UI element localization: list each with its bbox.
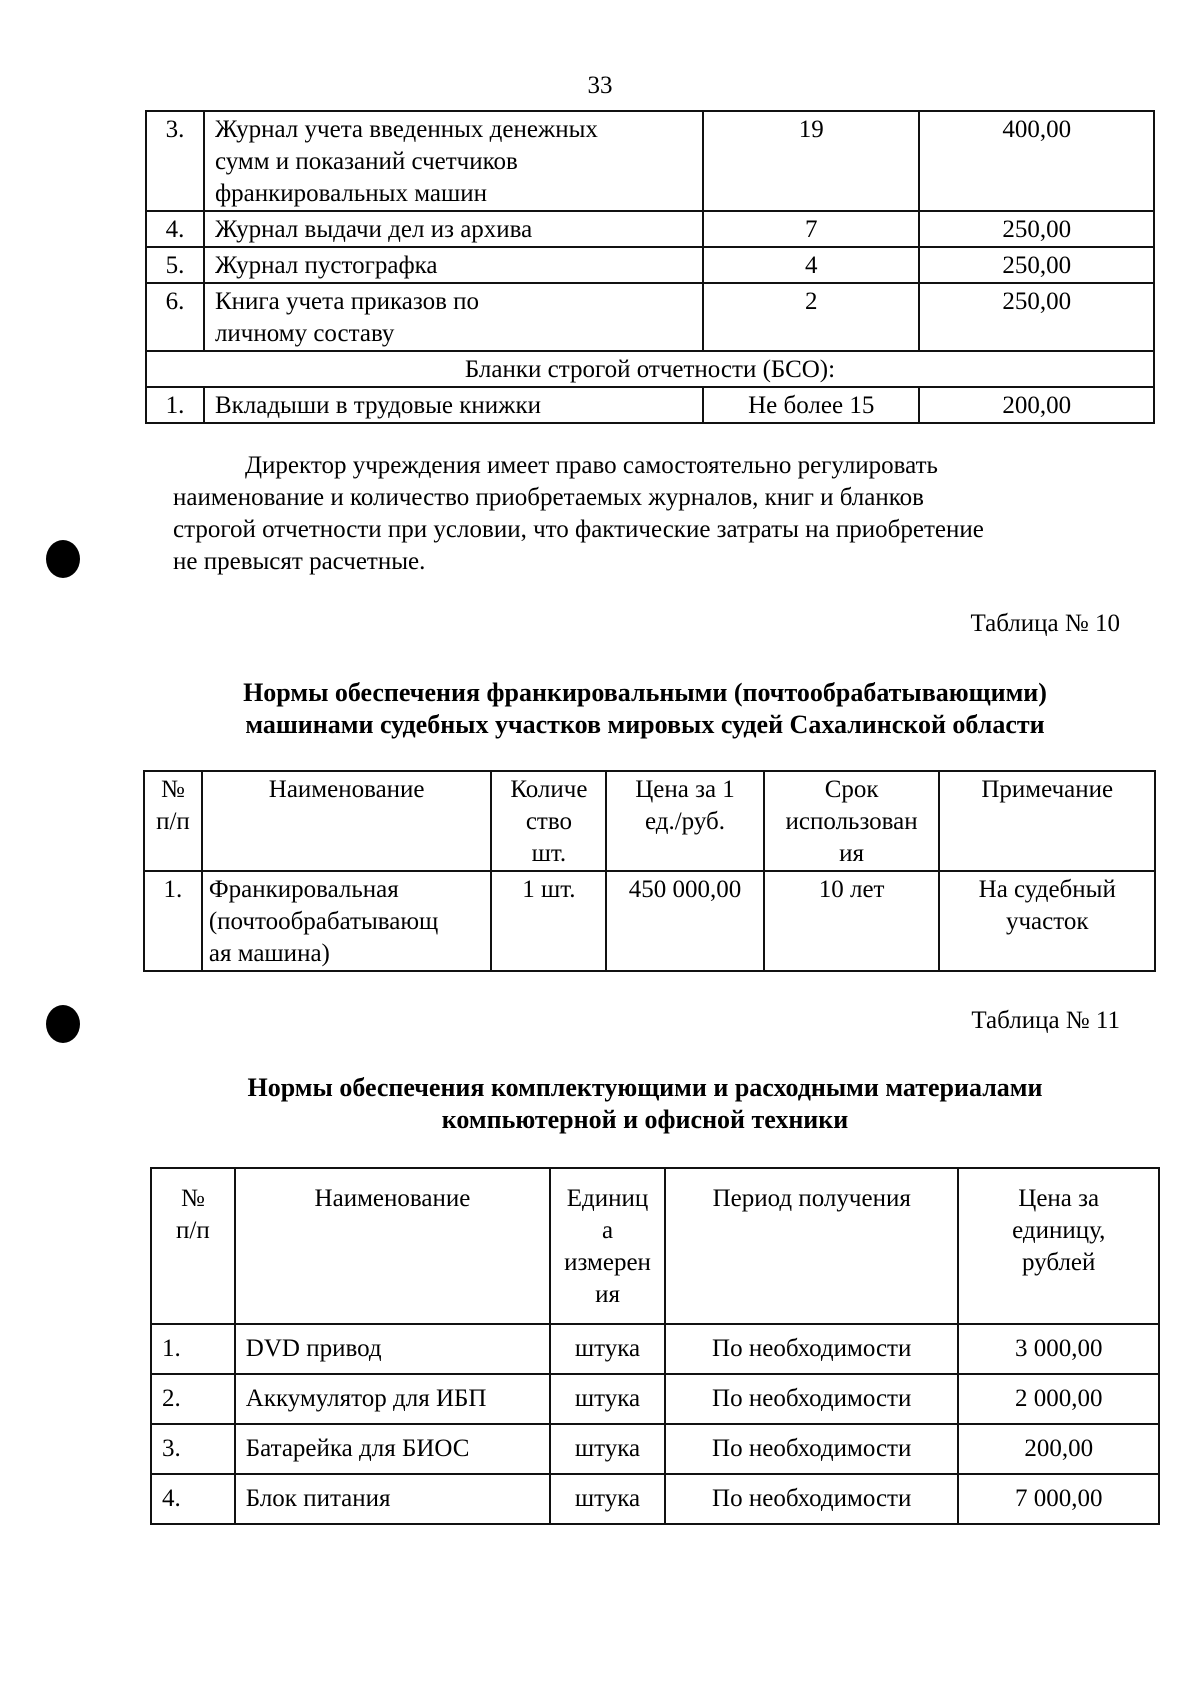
- item-unit: штука: [550, 1374, 665, 1424]
- table-row: [151, 1374, 1159, 1424]
- table-11-title: Нормы обеспечения комплектующими и расходными материалами компьютерной и офисной техники: [247, 1073, 1043, 1134]
- table-10-title: Нормы обеспечения франкировальными (почтообрабатывающими) машинами судебных участков мировых судей Сахалинской области: [243, 678, 1047, 739]
- table-row: [146, 111, 1154, 211]
- table-row: [151, 1424, 1159, 1474]
- item-unit: штука: [550, 1424, 665, 1474]
- row-number: 3.: [146, 111, 204, 211]
- column-header-unit: Единиц а измерен ия: [550, 1168, 665, 1324]
- item-name: DVD привод: [235, 1324, 550, 1374]
- column-header-name: Наименование: [202, 771, 492, 871]
- row-number: 1.: [144, 871, 202, 971]
- item-quantity: Не более 15: [703, 387, 920, 423]
- item-unit: штука: [550, 1324, 665, 1374]
- row-number: 2.: [151, 1374, 235, 1424]
- item-term: 10 лет: [764, 871, 940, 971]
- page-number: 33: [587, 72, 613, 99]
- column-header-price: Цена за единицу, рублей: [958, 1168, 1159, 1324]
- section-header: Бланки строгой отчетности (БСО):: [146, 351, 1154, 387]
- computer-supplies-table: [150, 1167, 1160, 1525]
- item-note: На судебный участок: [939, 871, 1155, 971]
- item-period: По необходимости: [665, 1474, 958, 1524]
- column-header-quantity: Количе ство шт.: [491, 771, 606, 871]
- item-quantity: 2: [703, 283, 920, 351]
- table-row: [146, 247, 1154, 283]
- item-unit: штука: [550, 1474, 665, 1524]
- franking-machines-table: [143, 770, 1156, 972]
- item-price: 250,00: [919, 247, 1154, 283]
- item-period: По необходимости: [665, 1424, 958, 1474]
- column-header-number: № п/п: [144, 771, 202, 871]
- table-11-label: Таблица № 11: [971, 1007, 1120, 1034]
- item-price: 200,00: [958, 1424, 1159, 1474]
- section-header-row: [146, 351, 1154, 387]
- table-row: [151, 1474, 1159, 1524]
- item-name: Книга учета приказов по личному составу: [204, 283, 703, 351]
- row-number: 1.: [151, 1324, 235, 1374]
- column-header-period: Период получения: [665, 1168, 958, 1324]
- item-price: 2 000,00: [958, 1374, 1159, 1424]
- journals-table: [145, 110, 1155, 424]
- table-row: [146, 211, 1154, 247]
- table-header-row: [144, 771, 1155, 871]
- punch-hole: [46, 1005, 80, 1043]
- table-row: [151, 1324, 1159, 1374]
- column-header-name: Наименование: [235, 1168, 550, 1324]
- row-number: 4.: [146, 211, 204, 247]
- item-quantity: 19: [703, 111, 920, 211]
- item-name: Франкировальная (почтообрабатывающ ая машина): [202, 871, 492, 971]
- director-paragraph: Директор учреждения имеет право самостоятельно регулировать наименование и количество приобретаемых журналов, книг и бланков строгой отчетности при условии, что фактические затраты на приобретение не превысят расчетные.: [173, 452, 984, 575]
- item-name: Вкладыши в трудовые книжки: [204, 387, 703, 423]
- row-number: 4.: [151, 1474, 235, 1524]
- item-price: 400,00: [919, 111, 1154, 211]
- column-header-price: Цена за 1 ед./руб.: [606, 771, 763, 871]
- item-period: По необходимости: [665, 1374, 958, 1424]
- item-name: Блок питания: [235, 1474, 550, 1524]
- table-row: [146, 387, 1154, 423]
- table-10-label: Таблица № 10: [970, 610, 1120, 637]
- item-name: Журнал пустографка: [204, 247, 703, 283]
- item-price: 200,00: [919, 387, 1154, 423]
- column-header-term: Срок использован ия: [764, 771, 940, 871]
- item-price: 250,00: [919, 283, 1154, 351]
- item-quantity: 4: [703, 247, 920, 283]
- item-name: Журнал учета введенных денежных сумм и показаний счетчиков франкировальных машин: [204, 111, 703, 211]
- table-header-row: [151, 1168, 1159, 1324]
- row-number: 5.: [146, 247, 204, 283]
- item-quantity: 7: [703, 211, 920, 247]
- item-name: Батарейка для БИОС: [235, 1424, 550, 1474]
- item-name: Аккумулятор для ИБП: [235, 1374, 550, 1424]
- column-header-number: № п/п: [151, 1168, 235, 1324]
- item-period: По необходимости: [665, 1324, 958, 1374]
- item-price: 450 000,00: [606, 871, 763, 971]
- table-row: [146, 283, 1154, 351]
- table-row: [144, 871, 1155, 971]
- item-price: 7 000,00: [958, 1474, 1159, 1524]
- punch-hole: [46, 540, 80, 578]
- item-price: 3 000,00: [958, 1324, 1159, 1374]
- row-number: 3.: [151, 1424, 235, 1474]
- row-number: 6.: [146, 283, 204, 351]
- column-header-note: Примечание: [939, 771, 1155, 871]
- item-quantity: 1 шт.: [491, 871, 606, 971]
- item-name: Журнал выдачи дел из архива: [204, 211, 703, 247]
- row-number: 1.: [146, 387, 204, 423]
- item-price: 250,00: [919, 211, 1154, 247]
